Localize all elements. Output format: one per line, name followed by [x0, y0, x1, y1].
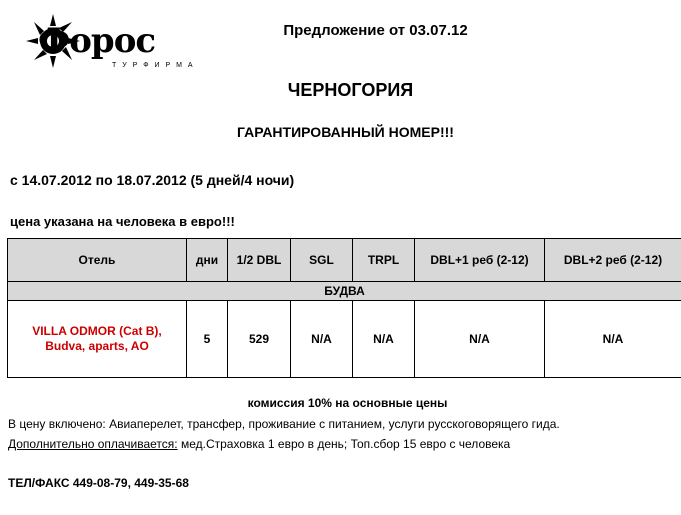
column-dbl-1child: DBL+1 реб (2-12) [415, 239, 545, 282]
included-note: В цену включено: Авиаперелет, трансфер, проживание с питанием, услуги русскоговорящего гида. [8, 417, 560, 431]
column-sgl: SGL [291, 239, 353, 282]
column-days: дни [187, 239, 228, 282]
cell-days: 5 [187, 301, 228, 378]
column-half-dbl: 1/2 DBL [228, 239, 291, 282]
cell-sgl: N/A [291, 301, 353, 378]
logo-wordmark: Форос [38, 21, 156, 61]
extra-charges-note [8, 437, 510, 451]
cell-trpl: N/A [353, 301, 415, 378]
column-hotel: Отель [8, 239, 187, 282]
price-table [7, 238, 681, 378]
extra-charges-value: мед.Страховка 1 евро в день; Топ.сбор 15 евро с человека [180, 437, 511, 451]
offer-title: Предложение от 03.07.12 [283, 22, 468, 39]
cell-half-dbl: 529 [228, 301, 291, 378]
table-body [8, 282, 681, 378]
logo-subtitle: Т У Р Ф И Р М А [112, 62, 195, 69]
guaranteed-room-note: ГАРАНТИРОВАННЫЙ НОМЕР!!! [237, 124, 454, 140]
cell-hotel [8, 301, 187, 378]
table-header [8, 239, 681, 282]
price-note: цена указана на человека в евро!!! [10, 214, 235, 229]
region-label: БУДВА [8, 282, 681, 301]
hotel-name-line1: VILLA ODMOR (Cat B), [32, 324, 162, 338]
table-header-row [8, 239, 681, 282]
commission-note: комиссия 10% на основные цены [247, 396, 448, 410]
extra-charges-label: Дополнительно оплачивается: [8, 437, 178, 451]
cell-dbl-1child: N/A [415, 301, 545, 378]
cell-dbl-2child: N/A [545, 301, 681, 378]
hotel-name-line2: Budva, aparts, AO [45, 339, 149, 353]
contact-phone: ТЕЛ/ФАКС 449-08-79, 449-35-68 [8, 476, 189, 490]
table-row [8, 301, 681, 378]
column-trpl: TRPL [353, 239, 415, 282]
country-title: ЧЕРНОГОРИЯ [287, 80, 414, 100]
column-dbl-2child: DBL+2 реб (2-12) [545, 239, 681, 282]
tour-dates: с 14.07.2012 по 18.07.2012 (5 дней/4 ночи) [10, 172, 295, 188]
region-row [8, 282, 681, 301]
